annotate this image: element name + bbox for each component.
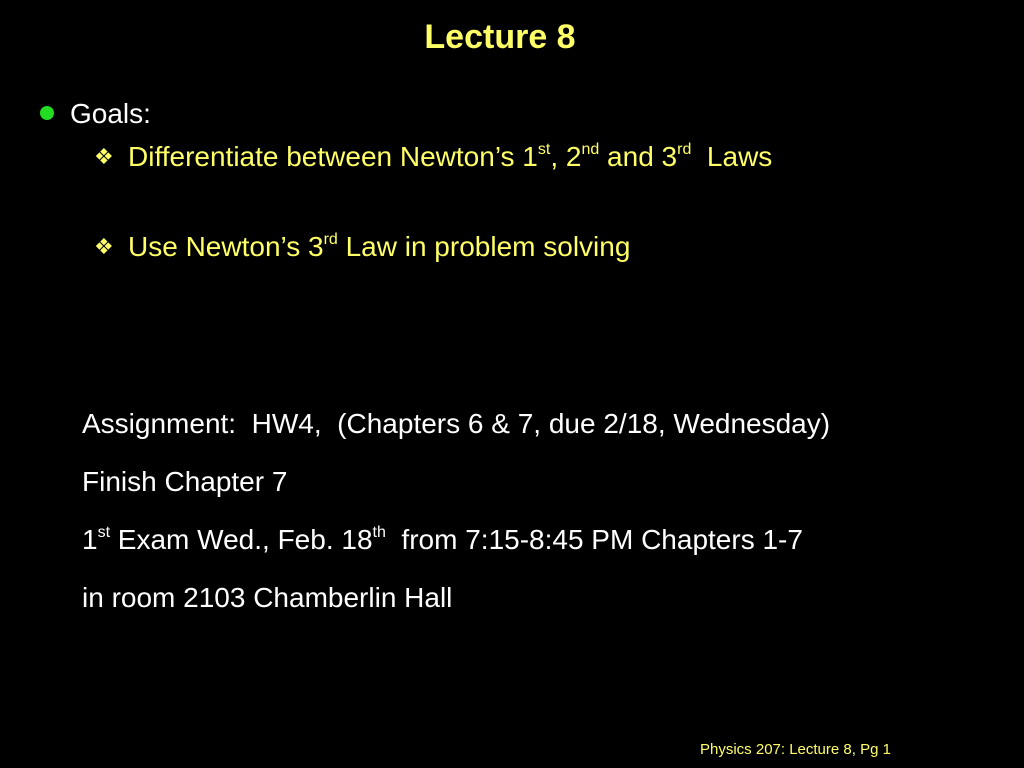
room-line: in room 2103 Chamberlin Hall (82, 582, 453, 613)
green-dot-icon (40, 106, 54, 120)
exam-line (82, 524, 803, 556)
exam-line-text-c: from 7:15-8:45 PM Chapters 1-7 (385, 524, 803, 555)
goal-item-1-sup-c: rd (677, 141, 692, 158)
goals-heading (40, 98, 151, 130)
exam-line-sup-a: st (97, 524, 111, 541)
chapter-line: Finish Chapter 7 (82, 466, 288, 497)
slide-title: Lecture 8 (424, 18, 576, 56)
assignment-line: Assignment: HW4, (Chapters 6 & 7, due 2/18, Wednesday) (82, 408, 831, 439)
goal-item-1-sup-b: nd (581, 141, 600, 158)
goal-item-1-sup-a: st (537, 141, 551, 158)
goal-item-1-text-d: Laws (691, 141, 773, 172)
goal-item-1-text-c: and 3 (599, 141, 678, 172)
slide-footer: Physics 207: Lecture 8, Pg 1 (700, 741, 891, 758)
exam-line-text-b: Exam Wed., Feb. 18 (110, 524, 373, 555)
goal-item-1 (94, 141, 772, 173)
goal-item-2-text-a: Use Newton’s 3 (128, 231, 324, 262)
exam-line-text-a: 1 (82, 524, 98, 555)
diamond-bullet-icon: ❖ (94, 144, 114, 169)
diamond-bullet-icon: ❖ (94, 234, 114, 259)
exam-line-sup-b: th (372, 524, 386, 541)
goal-item-2-sup-a: rd (323, 231, 338, 248)
goal-item-1-text-a: Differentiate between Newton’s 1 (128, 141, 538, 172)
goal-item-1-text-b: , 2 (550, 141, 582, 172)
goal-item-2-text-b: Law in problem solving (337, 231, 631, 262)
goal-item-2 (94, 231, 630, 263)
goals-label: Goals: (70, 98, 151, 129)
